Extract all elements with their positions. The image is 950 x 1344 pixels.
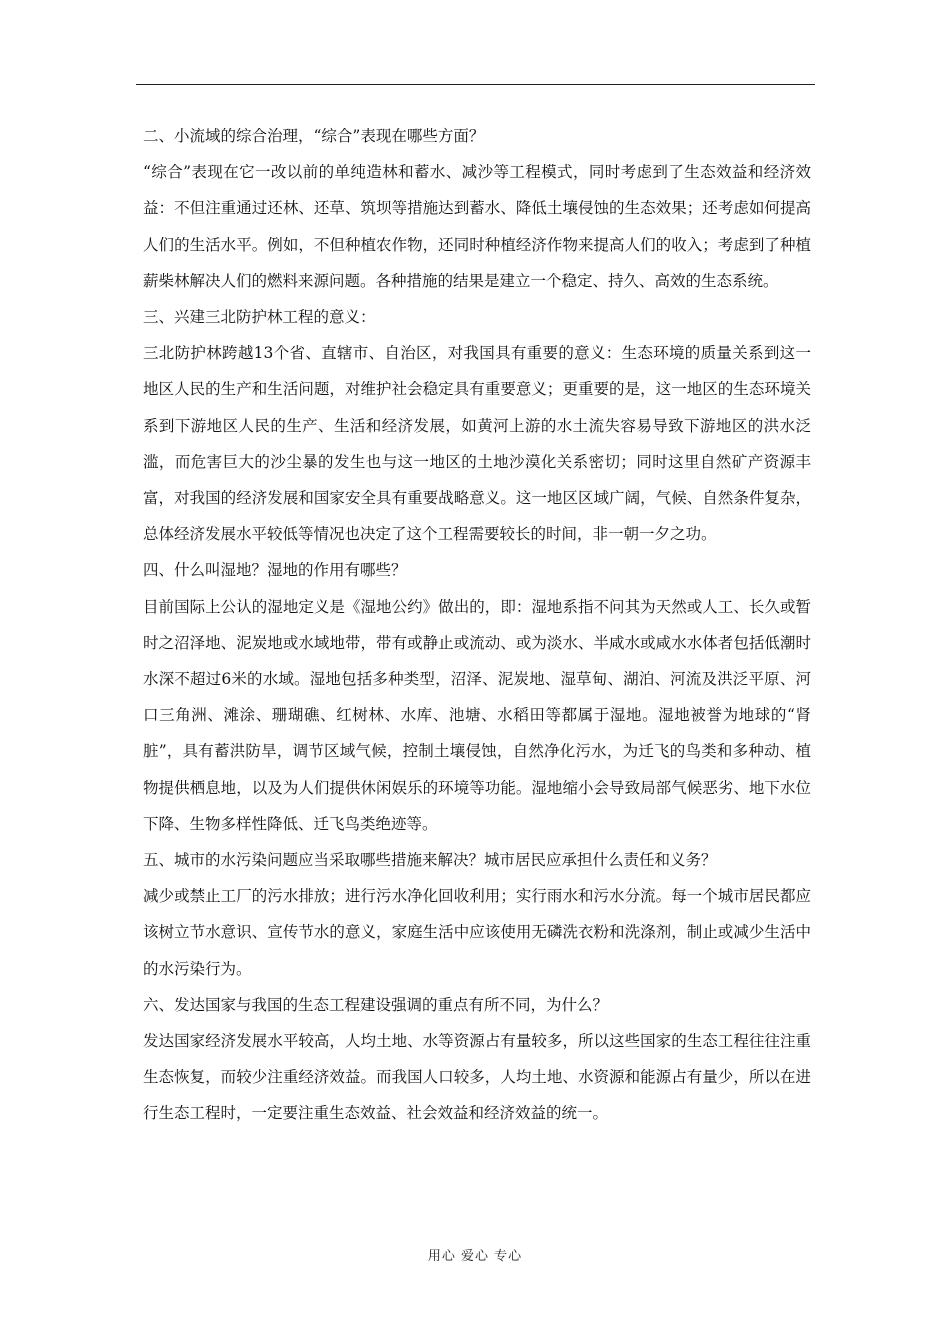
question-5-heading: 五、城市的水污染问题应当采取哪些措施来解决？城市居民应承担什么责任和义务？ [143,851,717,870]
answer-6-paragraph: 发达国家经济发展水平较高，人均土地、水等资源占有量较多，所以这些国家的生态工程往往注重生态恢复，而较少注重经济效益。而我国人口较多，人均土地、水资源和能源占有量少，所以在进行生态工程时，一定要注重生态效益、社会效益和经济效益的统一。 [143,1032,811,1123]
answer-2-paragraph: “综合”表现在它一改以前的单纯造林和蓄水、减沙等工程模式，同时考虑到了生态效益和经济效益：不但注重通过还林、还草、筑坝等措施达到蓄水、降低土壤侵蚀的生态效果；还考虑如何提高人们的生活水平。例如，不但种植农作物，还同时种植经济作物来提高人们的收入；考虑到了种植薪柴林解决人们的燃料来源问题。各种措施的结果是建立一个稳定、持久、高效的生态系统。 [143,163,811,290]
answer-4-paragraph: 目前国际上公认的湿地定义是《湿地公约》做出的，即：湿地系指不问其为天然或人工、长久或暂时之沼泽地、泥炭地或水域地带，带有或静止或流动、或为淡水、半咸水或咸水水体者包括低潮时水深不超过6米的水域。湿地包括多种类型，沼泽、泥炭地、湿草甸、湖泊、河流及洪泛平原、河口三角洲、滩涂、珊瑚礁、红树林、水库、池塘、水稻田等都属于湿地。湿地被誉为地球的“肾脏”，具有蓄洪防旱，调节区域气候，控制土壤侵蚀，自然净化污水，为迁飞的鸟类和多种动、植物提供栖息地，以及为人们提供休闲娱乐的环境等功能。湿地缩小会导致局部气候恶劣、地下水位下降、生物多样性降低、迁飞鸟类绝迹等。 [143,597,811,833]
question-6-heading: 六、发达国家与我国的生态工程建设强调的重点有所不同，为什么？ [143,995,609,1014]
header-rule [136,84,815,85]
page-footer: 用心 爱心 专心 [427,1249,523,1264]
document-body [143,118,811,1132]
answer-3-paragraph: 三北防护林跨越13个省、直辖市、自治区，对我国具有重要的意义：生态环境的质量关系到这一地区人民的生产和生活问题，对维护社会稳定具有重要意义；更重要的是，这一地区的生态环境关系到下游地区人民的生产、生活和经济发展，如黄河上游的水土流失容易导致下游地区的洪水泛滥，而危害巨大的沙尘暴的发生也与这一地区的土地沙漠化关系密切；同时这里自然矿产资源丰富，对我国的经济发展和国家安全具有重要战略意义。这一地区区域广阔，气候、自然条件复杂，总体经济发展水平较低等情况也决定了这个工程需要较长的时间，非一朝一夕之功。 [143,344,811,544]
question-3-heading: 三、兴建三北防护林工程的意义： [143,308,376,327]
question-2-heading: 二、小流域的综合治理，“综合”表现在哪些方面？ [143,127,485,145]
question-4-heading: 四、什么叫湿地？湿地的作用有哪些？ [143,561,407,580]
answer-5-paragraph: 减少或禁止工厂的污水排放；进行污水净化回收利用；实行雨水和污水分流。每一个城市居民都应该树立节水意识、宣传节水的意义，家庭生活中应该使用无磷洗衣粉和洗涤剂，制止或减少生活中的水污染行为。 [143,887,811,978]
